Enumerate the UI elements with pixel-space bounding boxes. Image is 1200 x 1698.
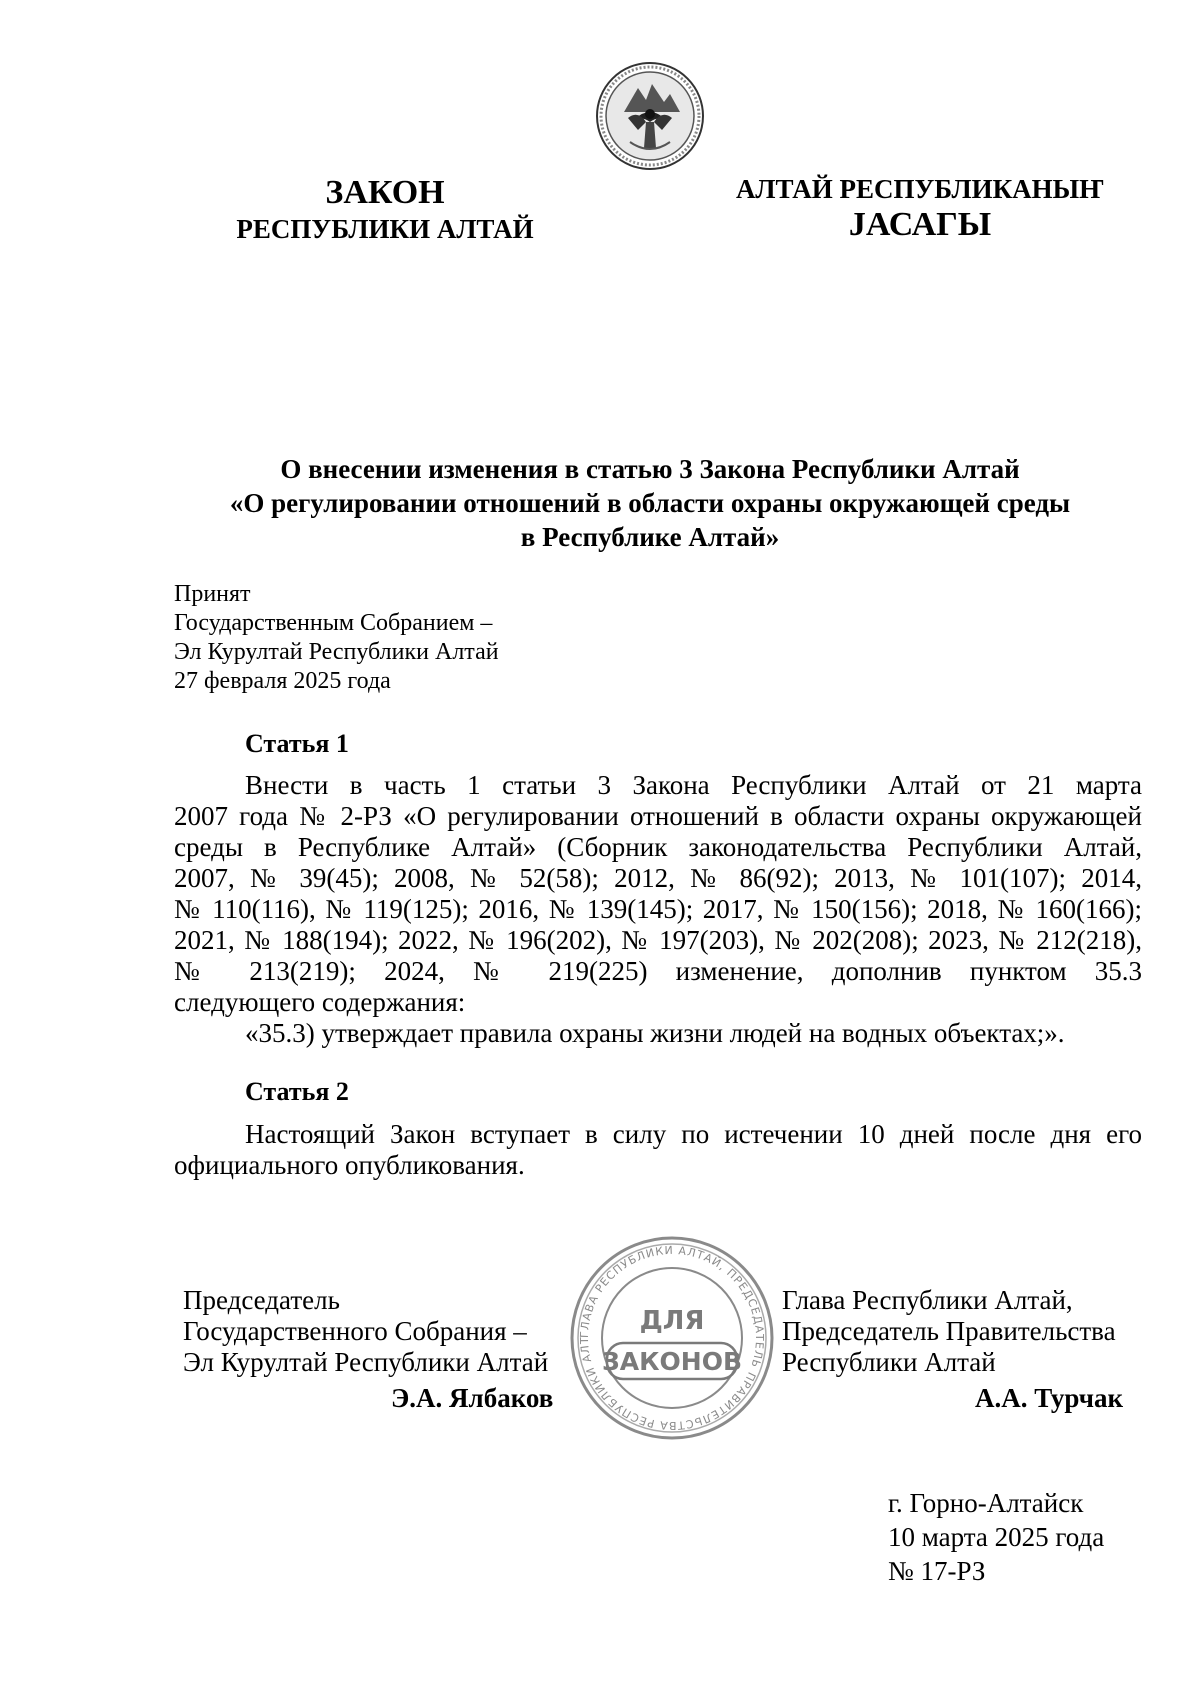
article-2-line: официального опубликования. — [174, 1150, 525, 1180]
signature-left-line: Председатель — [183, 1285, 340, 1315]
title-line: «О регулировании отношений в области охраны окружающей среды — [229, 488, 1071, 518]
adoption-line: Принят — [174, 581, 251, 607]
signature-right-line: Председатель Правительства — [782, 1316, 1116, 1346]
altai-coat-of-arms-icon — [594, 60, 706, 172]
adoption-info — [174, 580, 499, 696]
signature-left-name: Э.А. Ялбаков — [391, 1383, 554, 1413]
signature-left-line: Государственного Собрания – — [183, 1316, 527, 1346]
signature-right-line: Республики Алтай — [782, 1347, 996, 1377]
signature-right-name: А.А. Турчак — [975, 1383, 1124, 1413]
document-city: г. Горно-Алтайск — [888, 1488, 1084, 1518]
header-law-title: ЗАКОН — [325, 174, 445, 211]
article-1-line: № 213(219); 2024, № 219(225) изменение, дополнив пунктом 35.3 — [174, 956, 1142, 986]
document-number: № 17-РЗ — [888, 1556, 986, 1586]
header-altai-republic: АЛТАЙ РЕСПУБЛИКАНЫҤ — [735, 174, 1105, 204]
title-line: О внесении изменения в статью 3 Закона Республики Алтай — [280, 454, 1020, 484]
article-1-line: 2007, № 39(45); 2008, № 52(58); 2012, № 86(92); 2013, № 101(107); 2014, — [174, 863, 1142, 893]
article-1-line: среды в Республике Алтай» (Сборник законодательства Республики Алтай, — [174, 832, 1142, 862]
header-jasagy: JАСАГЫ — [848, 206, 992, 243]
article-2-heading: Статья 2 — [245, 1077, 349, 1106]
signature-left-line: Эл Курултай Республики Алтай — [183, 1347, 549, 1377]
adoption-line: 27 февраля 2025 года — [174, 668, 391, 694]
coat-of-arms-emblem — [594, 60, 706, 172]
article-1-line: 2007 года № 2-РЗ «О регулировании отношений в области охраны окружающей — [174, 801, 1142, 831]
title-line: в Республике Алтай» — [520, 522, 780, 552]
header-republic-name: РЕСПУБЛИКИ АЛТАЙ — [236, 214, 534, 244]
article-1-line: Внести в часть 1 статьи 3 Закона Республики Алтай от 21 марта — [245, 770, 1142, 800]
stamp-seal-icon — [567, 1233, 777, 1443]
signature-right-block — [782, 1285, 1116, 1378]
adoption-line: Государственным Собранием – — [174, 610, 493, 636]
signature-left-block — [183, 1285, 548, 1378]
article-1-line: № 110(116), № 119(125); 2016, № 139(145); 2017, № 150(156); 2018, № 160(166); — [174, 894, 1142, 924]
signature-right-line: Глава Республики Алтай, — [782, 1285, 1073, 1315]
official-stamp — [567, 1233, 777, 1443]
article-1-quote: «35.3) утверждает правила охраны жизни людей на водных объектах;». — [245, 1018, 1065, 1048]
document-date: 10 марта 2025 года — [888, 1522, 1105, 1552]
article-2-line: Настоящий Закон вступает в силу по истечении 10 дней после дня его — [245, 1119, 1142, 1149]
stamp-text-line1: ДЛЯ — [639, 1306, 705, 1336]
article-1-line: 2021, № 188(194); 2022, № 196(202), № 197(203), № 202(208); 2023, № 212(218), — [174, 925, 1142, 955]
document-title — [175, 452, 1125, 554]
adoption-line: Эл Курултай Республики Алтай — [174, 639, 499, 665]
document-place-date — [888, 1486, 1104, 1588]
article-2-body — [174, 1119, 1142, 1181]
article-1-line: следующего содержания: — [174, 987, 466, 1017]
article-1-heading: Статья 1 — [245, 729, 349, 758]
article-1-body — [174, 770, 1142, 1049]
stamp-text-line2: ЗАКОНОВ — [601, 1347, 743, 1376]
stamp-ring-text: ГЛАВА РЕСПУБЛИКИ АЛТАЙ, ПРЕДСЕДАТЕЛЬ ПРАВИТЕЛЬСТВА РЕСПУБЛИКИ АЛТ — [577, 1243, 767, 1433]
